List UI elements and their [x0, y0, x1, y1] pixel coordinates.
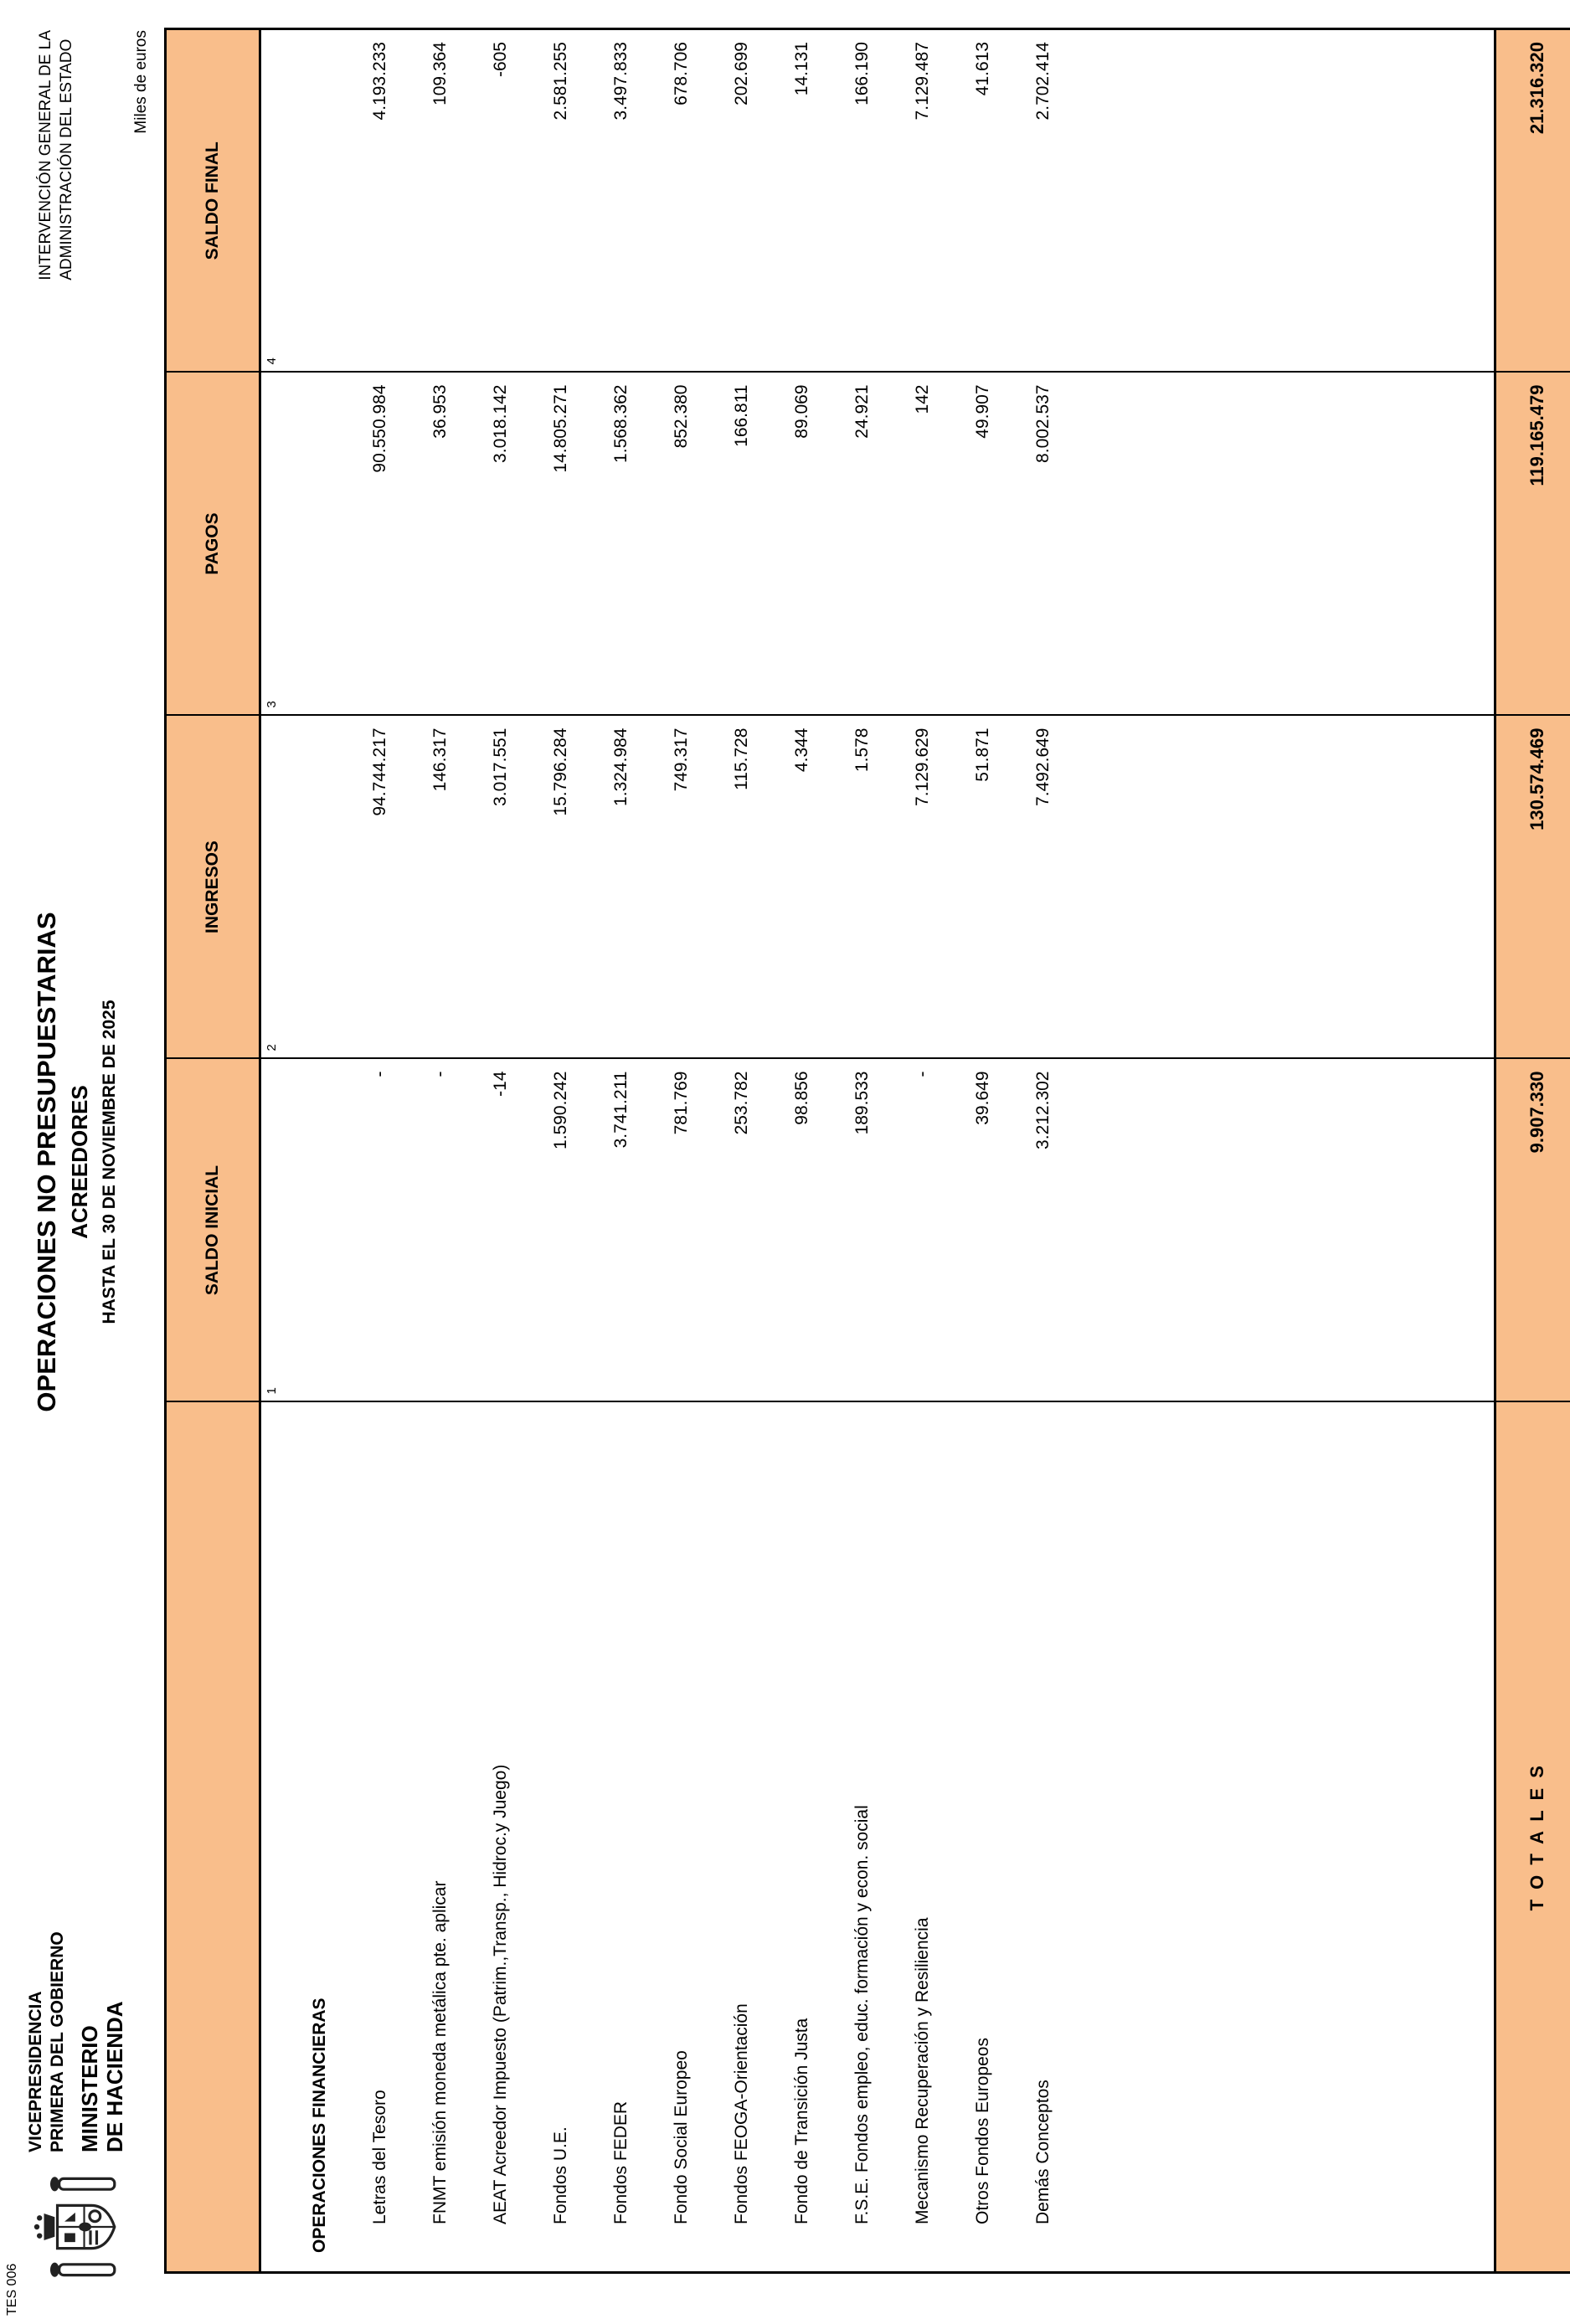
table-row — [893, 29, 953, 2273]
empty-row — [1073, 29, 1495, 2273]
cell-saldo-final: 202.699 — [712, 29, 772, 373]
cell-pagos: 8.002.537 — [1013, 373, 1073, 716]
cell-ingresos: 7.129.629 — [893, 716, 953, 1059]
empty-cell — [1073, 716, 1495, 1059]
column-number-row — [260, 29, 291, 2273]
row-label: Otros Fondos Europeos — [953, 1402, 1013, 2273]
cell-saldo-inicial: 39.649 — [953, 1059, 1013, 1402]
cell-ingresos: 7.492.649 — [1013, 716, 1073, 1059]
cell-pagos: 142 — [893, 373, 953, 716]
row-label: Demás Conceptos — [1013, 1402, 1073, 2273]
cell-saldo-inicial: - — [410, 1059, 471, 1402]
agency-name-line2: ADMINISTRACIÓN DEL ESTADO — [58, 39, 75, 280]
cell-saldo-inicial: - — [893, 1059, 953, 1402]
cell-ingresos: 1.578 — [832, 716, 893, 1059]
table-row — [832, 29, 893, 2273]
ministry-name-line2: DE HACIENDA — [102, 2001, 127, 2152]
table-row — [531, 29, 591, 2273]
cell-saldo-final: 4.193.233 — [350, 29, 410, 373]
table-row — [1013, 29, 1073, 2273]
total-pagos: 119.165.479 — [1495, 373, 1570, 716]
cell-ingresos: 1.324.984 — [591, 716, 651, 1059]
cell-ingresos: 146.317 — [410, 716, 471, 1059]
cell-saldo-final: 2.702.414 — [1013, 29, 1073, 373]
row-label: Letras del Tesoro — [350, 1402, 410, 2273]
table-row — [471, 29, 531, 2273]
row-label: Fondo de Transición Justa — [772, 1402, 832, 2273]
cell-pagos: 36.953 — [410, 373, 471, 716]
row-label: Fondo Social Europeo — [651, 1402, 712, 2273]
column-number-stub — [260, 1402, 291, 2273]
report-title-block — [32, 912, 120, 1411]
report-subtitle: ACREEDORES — [67, 1085, 92, 1239]
cell-pagos: 166.811 — [712, 373, 772, 716]
column-number-4: 4 — [260, 29, 291, 373]
ministry-name-line1: MINISTERIO — [77, 2025, 102, 2152]
cell-ingresos: 4.344 — [772, 716, 832, 1059]
cell-saldo-final: 41.613 — [953, 29, 1013, 373]
cell-saldo-inicial: - — [350, 1059, 410, 1402]
empty-cell — [1073, 29, 1495, 373]
table-row — [290, 29, 350, 2273]
total-saldo-final: 21.316.320 — [1495, 29, 1570, 373]
row-label: Fondos U.E. — [531, 1402, 591, 2273]
cell-saldo-final: 166.190 — [832, 29, 893, 373]
cell-pagos: 1.568.362 — [591, 373, 651, 716]
cell-pagos: 90.550.984 — [350, 373, 410, 716]
header-row — [166, 29, 260, 2273]
department-name-line1: VICEPRESIDENCIA — [26, 1991, 45, 2152]
table-row — [953, 29, 1013, 2273]
agency-name-line1: INTERVENCIÓN GENERAL DE LA — [37, 30, 54, 280]
row-label: F.S.E. Fondos empleo, educ. formación y econ. social — [832, 1402, 893, 2273]
row-label: Mecanismo Recuperación y Resiliencia — [893, 1402, 953, 2273]
units-note: Miles de euros — [132, 30, 150, 134]
cell-saldo-final — [290, 29, 350, 373]
col-header-pagos: PAGOS — [166, 373, 260, 716]
row-label: AEAT Acreedor Impuesto (Patrim.,Transp., Hidroc.y Juego) — [471, 1402, 531, 2273]
cell-saldo-final: -605 — [471, 29, 531, 373]
cell-saldo-inicial: 98.856 — [772, 1059, 832, 1402]
cell-saldo-final: 3.497.833 — [591, 29, 651, 373]
cell-saldo-inicial: 253.782 — [712, 1059, 772, 1402]
cell-ingresos: 94.744.217 — [350, 716, 410, 1059]
cell-saldo-inicial: 3.741.211 — [591, 1059, 651, 1402]
table-row — [712, 29, 772, 2273]
cell-ingresos: 115.728 — [712, 716, 772, 1059]
cell-saldo-final: 2.581.255 — [531, 29, 591, 373]
col-header-saldo-inicial: SALDO INICIAL — [166, 1059, 260, 1402]
cell-saldo-final: 14.131 — [772, 29, 832, 373]
column-number-2: 2 — [260, 716, 291, 1059]
cell-saldo-inicial: 3.212.302 — [1013, 1059, 1073, 1402]
cell-saldo-inicial: 781.769 — [651, 1059, 712, 1402]
cell-pagos: 24.921 — [832, 373, 893, 716]
row-label: Fondos FEOGA-Orientación — [712, 1402, 772, 2273]
cell-pagos: 3.018.142 — [471, 373, 531, 716]
empty-cell — [1073, 1402, 1495, 2273]
total-saldo-inicial: 9.907.330 — [1495, 1059, 1570, 1402]
cell-saldo-inicial: 189.533 — [832, 1059, 893, 1402]
cell-saldo-final: 7.129.487 — [893, 29, 953, 373]
operations-table — [164, 28, 1570, 2274]
table-row — [651, 29, 712, 2273]
report-title: OPERACIONES NO PRESUPUESTARIAS — [32, 912, 61, 1412]
cell-ingresos: 51.871 — [953, 716, 1013, 1059]
department-name-line2: PRIMERA DEL GOBIERNO — [48, 1931, 67, 2152]
cell-pagos: 49.907 — [953, 373, 1013, 716]
form-code: TES 006 — [5, 2263, 19, 2316]
cell-saldo-inicial — [290, 1059, 350, 1402]
cell-pagos — [290, 373, 350, 716]
column-number-3: 3 — [260, 373, 291, 716]
empty-cell — [1073, 373, 1495, 716]
department-block — [25, 1931, 127, 2152]
cell-saldo-inicial: -14 — [471, 1059, 531, 1402]
col-header-saldo-final: SALDO FINAL — [166, 29, 260, 373]
table-body — [290, 29, 1073, 2273]
section-label: OPERACIONES FINANCIERAS — [290, 1402, 350, 2273]
cell-pagos: 852.380 — [651, 373, 712, 716]
stub-header-cell — [166, 1402, 260, 2273]
total-ingresos: 130.574.469 — [1495, 716, 1570, 1059]
row-label: Fondos FEDER — [591, 1402, 651, 2273]
cell-ingresos: 3.017.551 — [471, 716, 531, 1059]
cell-ingresos — [290, 716, 350, 1059]
col-header-ingresos: INGRESOS — [166, 716, 260, 1059]
empty-cell — [1073, 1059, 1495, 1402]
row-label: FNMT emisión moneda metálica pte. aplicar — [410, 1402, 471, 2273]
coat-of-arms-logo — [23, 2173, 131, 2280]
cell-saldo-final: 678.706 — [651, 29, 712, 373]
totals-label: T O T A L E S — [1495, 1402, 1570, 2273]
cell-ingresos: 15.796.284 — [531, 716, 591, 1059]
cell-saldo-inicial: 1.590.242 — [531, 1059, 591, 1402]
cell-pagos: 89.069 — [772, 373, 832, 716]
agency-block — [35, 30, 77, 280]
column-number-1: 1 — [260, 1059, 291, 1402]
table-row — [410, 29, 471, 2273]
cell-pagos: 14.805.271 — [531, 373, 591, 716]
cell-ingresos: 749.317 — [651, 716, 712, 1059]
coat-of-arms-icon — [23, 2173, 131, 2280]
table-row — [591, 29, 651, 2273]
table-container — [164, 28, 1570, 2274]
table-row — [772, 29, 832, 2273]
cell-saldo-final: 109.364 — [410, 29, 471, 373]
table-row — [350, 29, 410, 2273]
totals-row — [1495, 29, 1570, 2273]
report-period: HASTA EL 30 DE NOVIEMBRE DE 2025 — [100, 1000, 119, 1324]
